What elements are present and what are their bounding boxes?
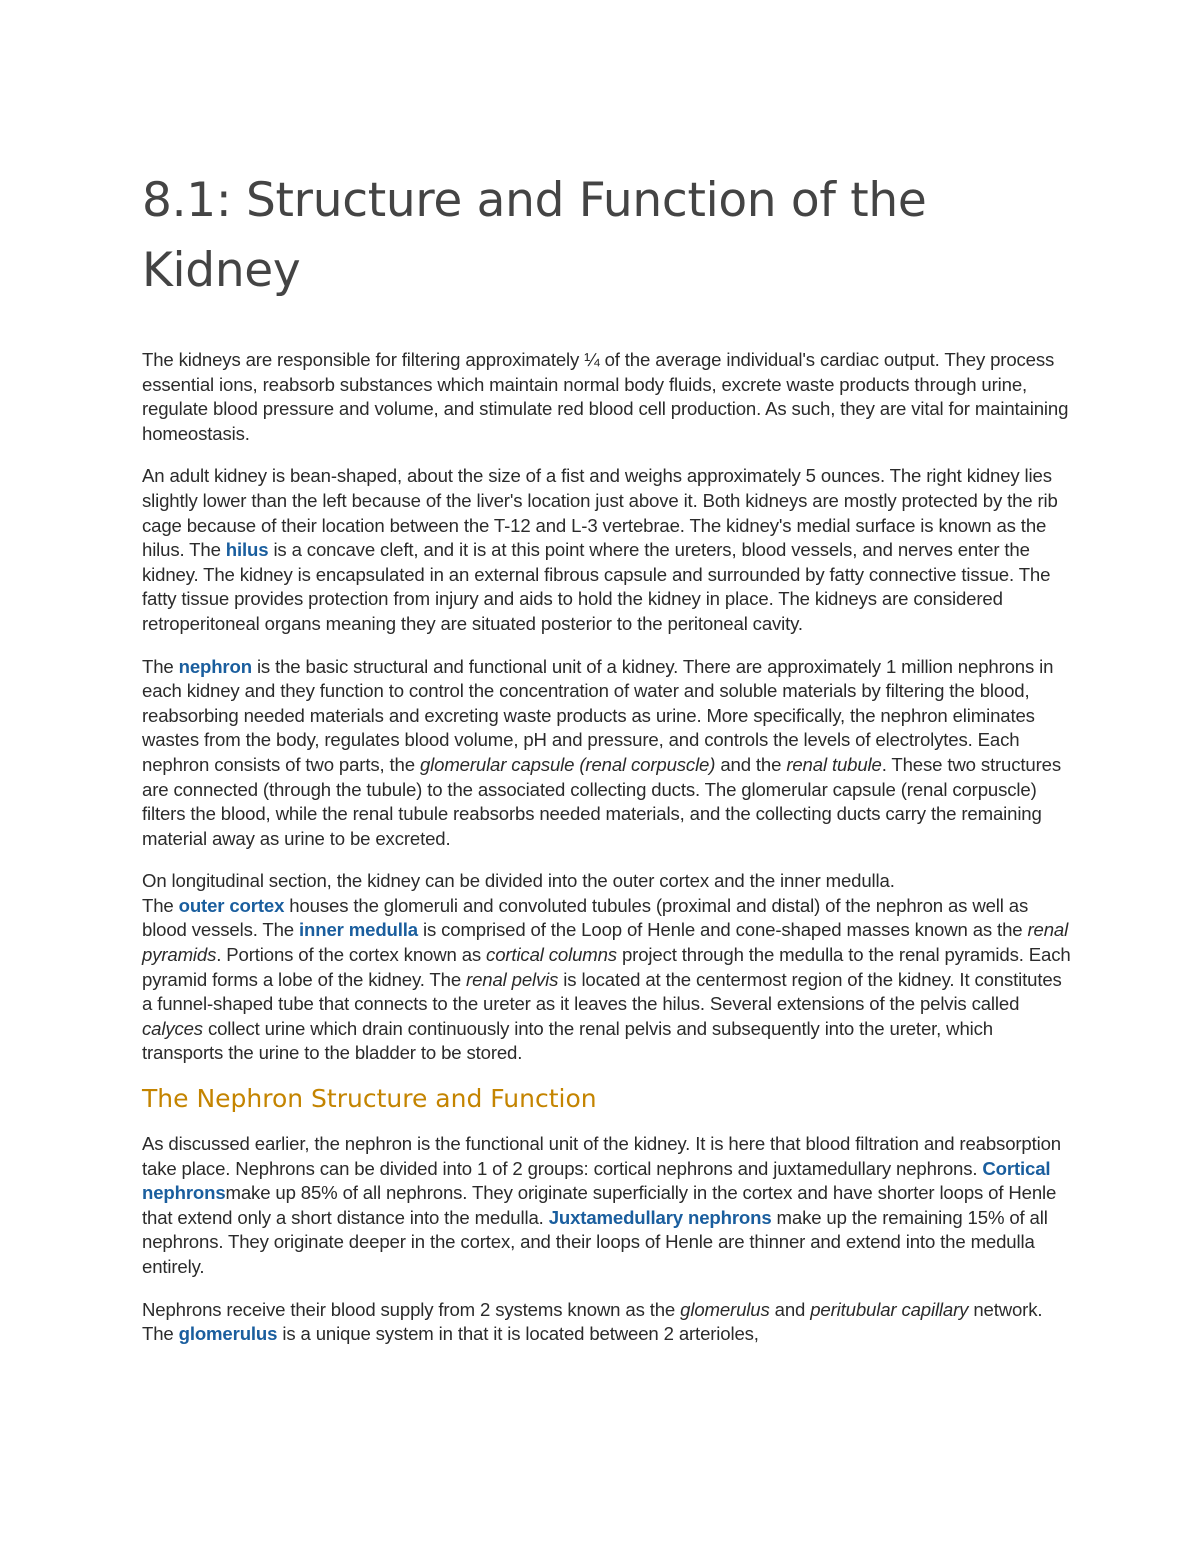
paragraph-section xyxy=(142,869,1072,1066)
term-cortical-columns: cortical columns xyxy=(486,944,617,966)
text-segment: make up the remaining 15% of all nephrons. They originate deeper in the cortex, and their loops of Henle are thinner and extend into the medulla entirely. xyxy=(142,1206,1048,1277)
text-segment: On longitudinal section, the kidney can be divided into the outer cortex and the inner medulla. xyxy=(142,870,895,892)
term-glomerulus: glomerulus xyxy=(178,1323,278,1345)
term-cortical-nephrons: Cortical nephrons xyxy=(142,1157,1051,1204)
text-segment: make up 85% of all nephrons. They originate superficially in the cortex and have shorter loops of Henle that extend only a short distance into the medulla. xyxy=(142,1182,1057,1228)
text-segment: As discussed earlier, the nephron is the functional unit of the kidney. It is here that blood filtration and reabsorption take place. Nephrons can be divided into 1 of 2 groups: cortical nephrons and juxtamedullary nephrons. xyxy=(142,1133,1061,1179)
page-title: 8.1: Structure and Function of the Kidney xyxy=(142,173,927,298)
text-segment: is comprised of the Loop of Henle and cone-shaped masses known as the xyxy=(417,919,1028,941)
text-segment: collect urine which drain continuously into the renal pelvis and subsequently into the ureter, which transports the urine to the bladder to be stored. xyxy=(142,1017,993,1064)
text-segment: is a unique system in that it is located between 2 arterioles, xyxy=(277,1323,759,1345)
text-segment: Nephrons receive their blood supply from 2 systems known as the xyxy=(142,1298,681,1320)
text-segment: . Portions of the cortex known as xyxy=(216,944,487,966)
text-segment: houses the glomeruli and convoluted tubules (proximal and distal) of the nephron as well as blood vessels. The xyxy=(142,894,1029,941)
paragraph-intro xyxy=(142,348,1072,446)
text-segment: and the xyxy=(715,753,787,775)
term-outer-cortex: outer cortex xyxy=(178,894,285,916)
paragraph-anatomy xyxy=(142,464,1072,636)
text-segment: An adult kidney is bean-shaped, about the size of a fist and weighs approximately 5 ounces. The right kidney lies slightly lower than the left because of the liver's location just above it. Both kidneys are mostly protected by the rib cage because of their location between the T-12 and L-3 vertebrae. The kidney's medial surface is known as the hilus. The xyxy=(142,465,1058,561)
text-segment: The xyxy=(142,655,179,677)
text-segment: and xyxy=(769,1298,811,1320)
section-heading: The Nephron Structure and Function xyxy=(142,1084,597,1114)
text-segment: The xyxy=(142,894,179,916)
text-segment: is a concave cleft, and it is at this point where the ureters, blood vessels, and nerves enter the kidney. The kidney is encapsulated in an external fibrous capsule and surrounded by fatty connective tissue. The fatty tissue provides protection from injury and aids to hold the kidney in place. The kidneys are considered retroperitoneal organs meaning they are situated posterior to the peritoneal cavity. xyxy=(142,539,1051,634)
term-glomerular-capsule: glomerular capsule (renal corpuscle) xyxy=(419,753,716,775)
text-segment: network. The xyxy=(142,1298,1043,1345)
text-segment: project through the medulla to the renal pyramids. Each pyramid forms a lobe of the kidney. The xyxy=(142,944,1071,990)
term-peritubular-capillary: peritubular capillary xyxy=(810,1298,969,1320)
paragraph-nephron-groups xyxy=(142,1132,1072,1280)
paragraph-blood-supply xyxy=(142,1298,1072,1347)
text-segment: is the basic structural and functional unit of a kidney. There are approximately 1 million nephrons in each kidney and they function to control the concentration of water and soluble materials by filtering the blood, reabsorbing needed materials and excreting waste products as urine. More specifically, the nephron eliminates wastes from the body, regulates blood volume, pH and pressure, and controls the levels of electrolytes. Each nephron consists of two parts, the xyxy=(142,655,1054,775)
term-inner-medulla: inner medulla xyxy=(299,919,418,941)
term-renal-tubule: renal tubule xyxy=(786,753,882,775)
term-juxtamedullary-nephrons: Juxtamedullary nephrons xyxy=(548,1206,772,1228)
term-nephron: nephron xyxy=(178,655,252,677)
term-hilus: hilus xyxy=(225,539,269,561)
text-segment: is located at the centermost region of the kidney. It constitutes a funnel-shaped tube that connects to the ureter as it leaves the hilus. Several extensions of the pelvis called xyxy=(142,968,1062,1015)
document-page xyxy=(142,166,1072,1365)
paragraph-text: The kidneys are responsible for filtering approximately ¼ of the average individual's cardiac output. They process essential ions, reabsorb substances which maintain normal body fluids, excrete waste products through urine, regulate blood pressure and volume, and stimulate red blood cell production. As such, they are vital for maintaining homeostasis. xyxy=(142,349,1069,444)
paragraph-nephron xyxy=(142,655,1072,852)
term-calyces: calyces xyxy=(142,1017,203,1039)
text-segment: . These two structures are connected (through the tubule) to the associated collecting ducts. The glomerular capsule (renal corpuscle) filters the blood, while the renal tubule reabsorbs needed materials, and the collecting ducts carry the remaining material away as urine to be excreted. xyxy=(142,753,1061,849)
term-glomerulus-italic: glomerulus xyxy=(680,1298,770,1320)
term-renal-pelvis: renal pelvis xyxy=(466,968,559,990)
term-renal-pyramids: renal pyramids xyxy=(142,919,1069,966)
